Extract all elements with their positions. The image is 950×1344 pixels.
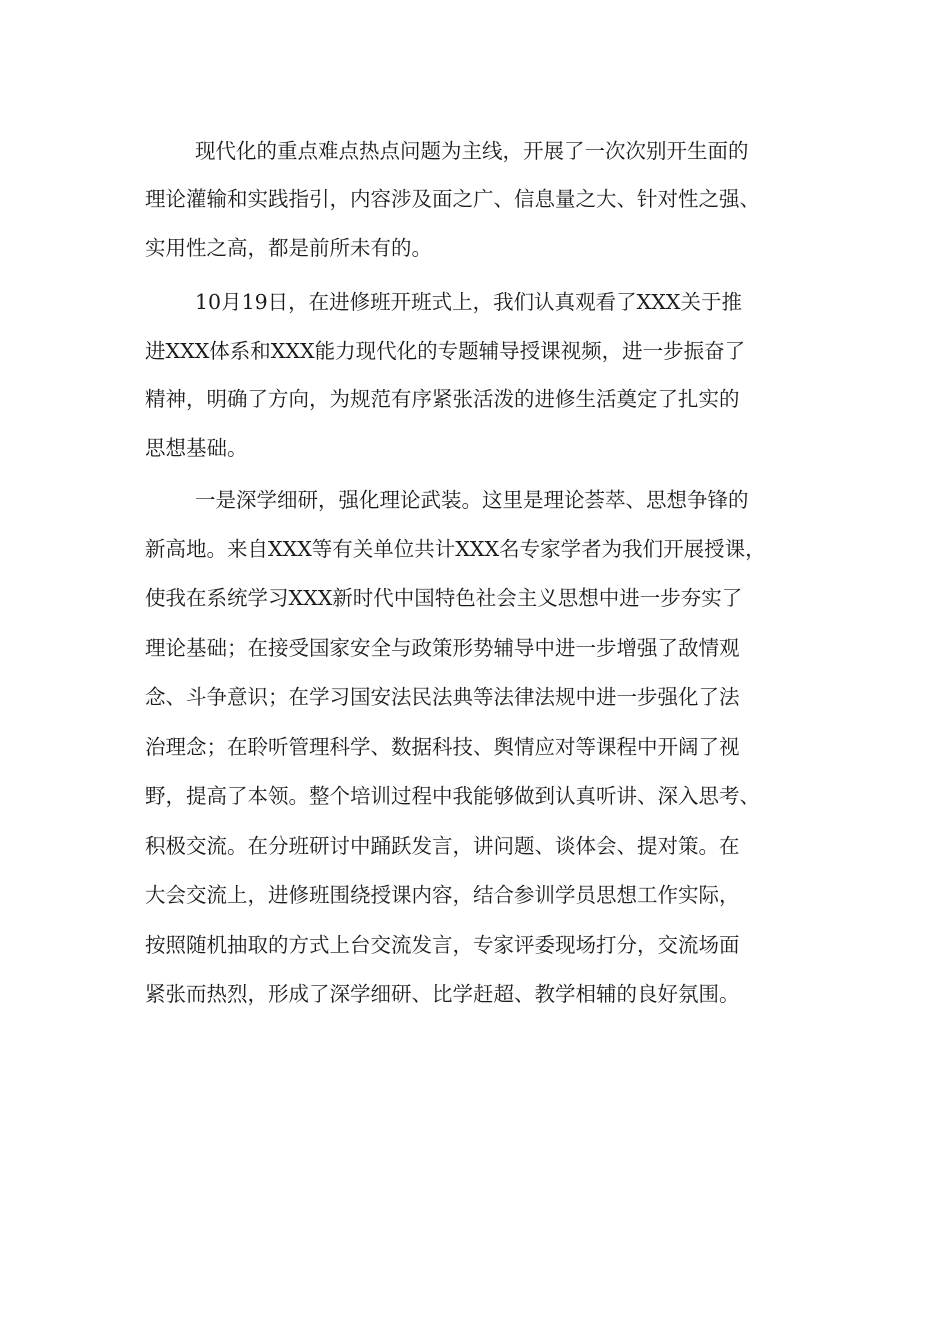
- paragraph-3-line-9: 大会交流上，进修班围绕授课内容，结合参训学员思想工作实际，: [145, 883, 740, 907]
- paragraph-3-line-2: 新高地。来自XXX等有关单位共计XXX名专家学者为我们开展授课，: [145, 537, 766, 561]
- paragraph-3-line-7: 野，提高了本领。整个培训过程中我能够做到认真听讲、深入思考、: [145, 784, 760, 808]
- paragraph-2-line-2: 进XXX体系和XXX能力现代化的专题辅导授课视频，进一步振奋了: [145, 339, 746, 363]
- paragraph-2-line-3: 精神，明确了方向，为规范有序紧张活泼的进修生活奠定了扎实的: [145, 387, 740, 411]
- paragraph-2-line-4: 思想基础。: [145, 436, 248, 460]
- paragraph-3-line-11: 紧张而热烈，形成了深学细研、比学赶超、教学相辅的良好氛围。: [145, 982, 740, 1006]
- paragraph-3-line-8: 积极交流。在分班研讨中踊跃发言，讲问题、谈体会、提对策。在: [145, 834, 740, 858]
- paragraph-1-line-2: 理论灌输和实践指引，内容涉及面之广、信息量之大、针对性之强、: [145, 187, 760, 211]
- paragraph-3-line-10: 按照随机抽取的方式上台交流发言，专家评委现场打分，交流场面: [145, 933, 740, 957]
- paragraph-1-line-3: 实用性之高，都是前所未有的。: [145, 236, 432, 260]
- paragraph-3-line-4: 理论基础；在接受国家安全与政策形势辅导中进一步增强了敌情观: [145, 636, 740, 660]
- paragraph-3-line-1: 一是深学细研，强化理论武装。这里是理论荟萃、思想争锋的: [195, 488, 749, 512]
- paragraph-3-line-5: 念、斗争意识；在学习国安法民法典等法律法规中进一步强化了法: [145, 685, 740, 709]
- paragraph-3-line-6: 治理念；在聆听管理科学、数据科技、舆情应对等课程中开阔了视: [145, 735, 740, 759]
- paragraph-3-line-3: 使我在系统学习XXX新时代中国特色社会主义思想中进一步夯实了: [145, 586, 743, 610]
- paragraph-2-line-1: 10月19日，在进修班开班式上，我们认真观看了XXX关于推: [195, 290, 742, 314]
- paragraph-1-line-1: 现代化的重点难点热点问题为主线，开展了一次次别开生面的: [195, 139, 749, 163]
